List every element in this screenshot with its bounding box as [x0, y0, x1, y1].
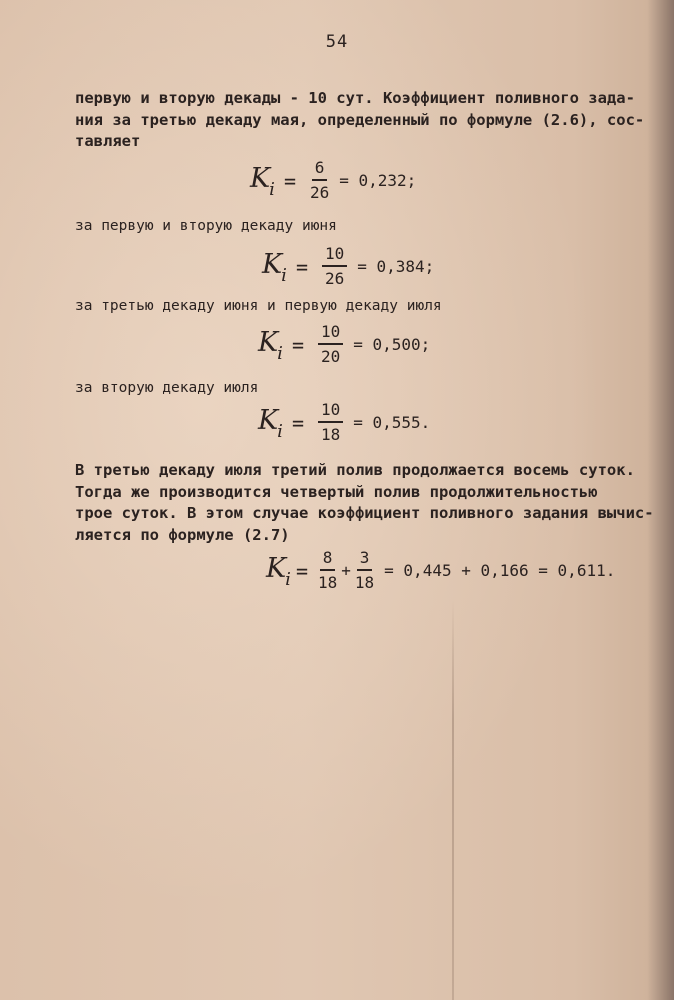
numerator: 10 [318, 400, 343, 423]
text-line: тавляет [75, 132, 141, 150]
denominator: 18 [317, 573, 338, 592]
fraction-b [355, 548, 374, 593]
denominator: 26 [324, 269, 345, 288]
formula-4 [258, 400, 430, 445]
numerator: 10 [322, 244, 347, 267]
text-line: ния за третью декаду мая, определенный по формуле (2.6), сос- [75, 110, 645, 129]
label-june-july: за третью декаду июня и первую декаду июля [75, 298, 442, 314]
numerator: 6 [312, 158, 328, 181]
page-number: 54 [325, 32, 349, 52]
text-line: первую и вторую декады - 10 сут. Коэффициент поливного зада- [75, 89, 635, 107]
coefficient-symbol: $K_i$ [266, 552, 290, 591]
coefficient-symbol: $K_i$ [262, 248, 286, 287]
denominator: 18 [354, 573, 375, 592]
formula-result: = 0,232; [339, 171, 417, 190]
text-line: трое суток. В этом случае коэффициент поливного задания вычис- [75, 504, 654, 522]
closing-paragraph [75, 460, 674, 546]
text-line: Тогда же производится четвертый полив продолжительностью [75, 482, 598, 501]
equals-sign: = [283, 168, 296, 193]
label-june: за первую и вторую декаду июня [75, 218, 337, 234]
text-line: ляется по формуле (2.7) [75, 525, 290, 544]
equals-sign: = [295, 254, 308, 279]
paper-crease [452, 600, 454, 1000]
numerator: 3 [357, 548, 373, 571]
equals-sign: = [291, 332, 304, 357]
intro-paragraph [75, 88, 674, 153]
fraction [310, 158, 329, 203]
formula-2 [262, 244, 434, 289]
numerator: 10 [318, 322, 343, 345]
formula-result: = 0,500; [353, 335, 431, 354]
numerator: 8 [320, 548, 336, 571]
formula-5 [266, 548, 615, 593]
coefficient-symbol: $K_i$ [250, 162, 274, 201]
coefficient-symbol: $K_i$ [258, 326, 282, 365]
formula-result: = 0,555. [353, 413, 431, 432]
equals-sign: = [291, 410, 304, 435]
formula-3 [258, 322, 430, 367]
fraction [318, 322, 343, 367]
label-july: за вторую декаду июля [75, 380, 259, 396]
denominator: 20 [320, 347, 341, 366]
equals-sign: = [295, 558, 308, 583]
text-line: В третью декаду июля третий полив продолжается восемь суток. [75, 461, 635, 479]
fraction-a [318, 548, 337, 593]
fraction [318, 400, 343, 445]
denominator: 18 [320, 425, 341, 444]
formula-1 [250, 158, 416, 203]
formula-result: = 0,384; [357, 257, 435, 276]
formula-result: = 0,445 + 0,166 = 0,611. [384, 561, 616, 580]
plus-sign: + [341, 561, 351, 580]
fraction [322, 244, 347, 289]
coefficient-symbol: $K_i$ [258, 404, 282, 443]
denominator: 26 [309, 183, 330, 202]
